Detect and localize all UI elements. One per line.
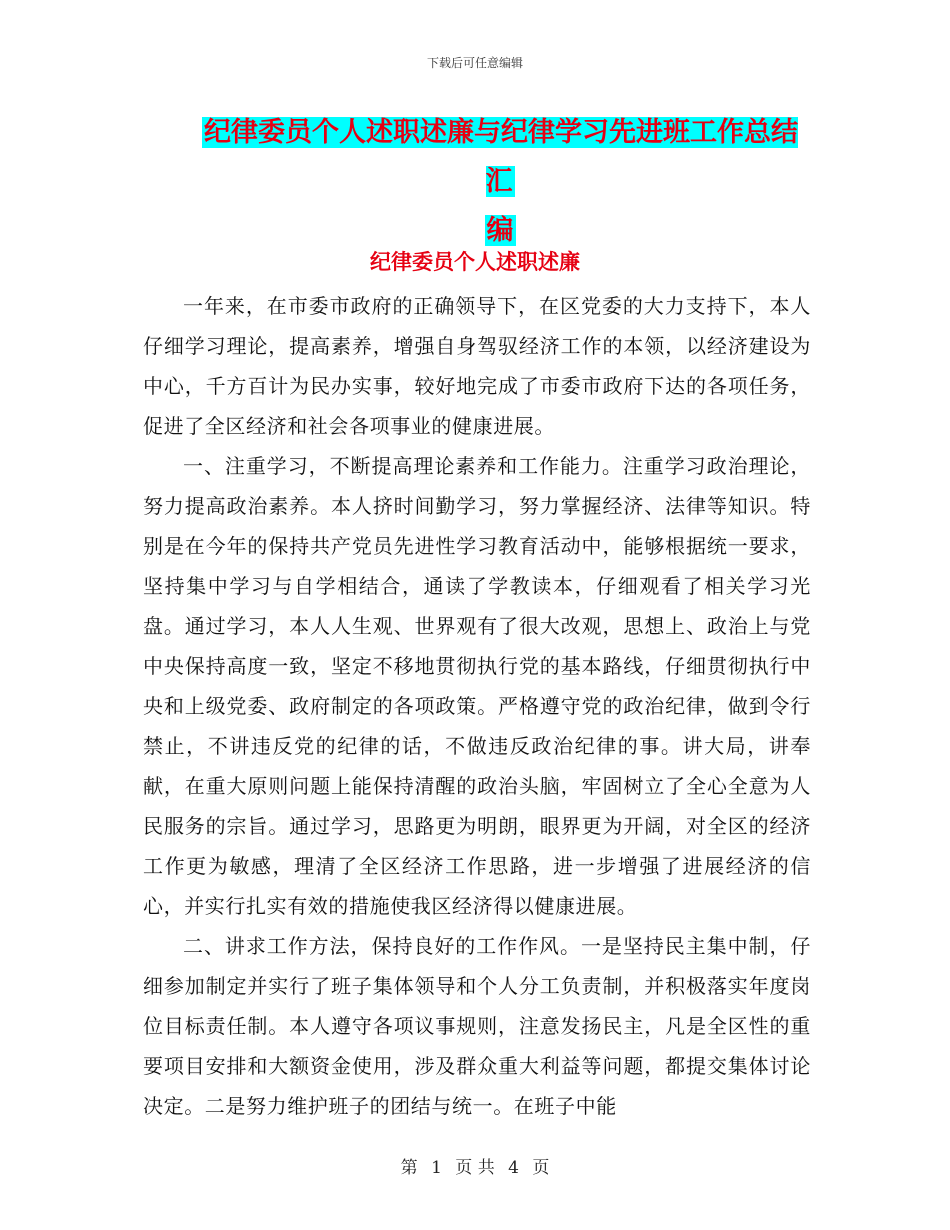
footer-mid: 页 共 xyxy=(455,1158,495,1178)
footer-suffix: 页 xyxy=(532,1158,550,1178)
paragraph-study: 一、注重学习，不断提高理论素养和工作能力。注重学习政治理论，努力提高政治素养。本人挤时间勤学习，努力掌握经济、法律等知识。特别是在今年的保持共产党员先进性学习教育活动中，能够根据统一要求，坚持集中学习与自学相结合，通读了学教读本，仔细观看了相关学习光盘。通过学习，本人人生观、世界观有了很大改观，思想上、政治上与党中央保持高度一致，坚定不移地贯彻执行党的基本路线，仔细贯彻执行中央和上级党委、政府制定的各项政策。严格遵守党的政治纪律，做到令行禁止，不讲违反党的纪律的话，不做违反政治纪律的事。讲大局，讲奉献，在重大原则问题上能保持清醒的政治头脑，牢固树立了全心全意为人民服务的宗旨。通过学习，思路更为明朗，眼界更为开阔，对全区的经济工作更为敏感，理清了全区经济工作思路，进一步增强了进展经济的信心，并实行扎实有效的措施使我区经济得以健康进展。 xyxy=(143,454,811,918)
document-body xyxy=(143,286,811,1126)
paragraph-intro: 一年来，在市委市政府的正确领导下，在区党委的大力支持下，本人仔细学习理论，提高素养，增强自身驾驭经济工作的本领，以经济建设为中心，千方百计为民办实事，较好地完成了市委市政府下达的各项任务，促进了全区经济和社会各项事业的健康进展。 xyxy=(143,294,811,438)
header-note: 下载后可任意编辑 xyxy=(426,56,523,70)
footer-page-number: 1 xyxy=(431,1158,442,1178)
section-title: 纪律委员个人述职述廉 xyxy=(370,250,580,274)
footer-total-pages: 4 xyxy=(508,1158,519,1178)
footer-prefix: 第 xyxy=(400,1158,418,1178)
document-title-line1: 纪律委员个人述职述廉与纪律学习先进班工作总结汇 xyxy=(204,117,798,197)
paragraph-work-method: 二、讲求工作方法，保持良好的工作作风。一是坚持民主集中制，仔细参加制定并实行了班子集体领导和个人分工负责制，并积极落实年度岗位目标责任制。本人遵守各项议事规则，注意发扬民主，凡是全区性的重要项目安排和大额资金使用，涉及群众重大利益等问题，都提交集体讨论决定。二是努力维护班子的团结与统一。在班子中能 xyxy=(143,934,811,1118)
document-title-line2: 编 xyxy=(486,215,514,246)
document-title xyxy=(190,108,810,255)
page-footer xyxy=(0,1153,950,1178)
